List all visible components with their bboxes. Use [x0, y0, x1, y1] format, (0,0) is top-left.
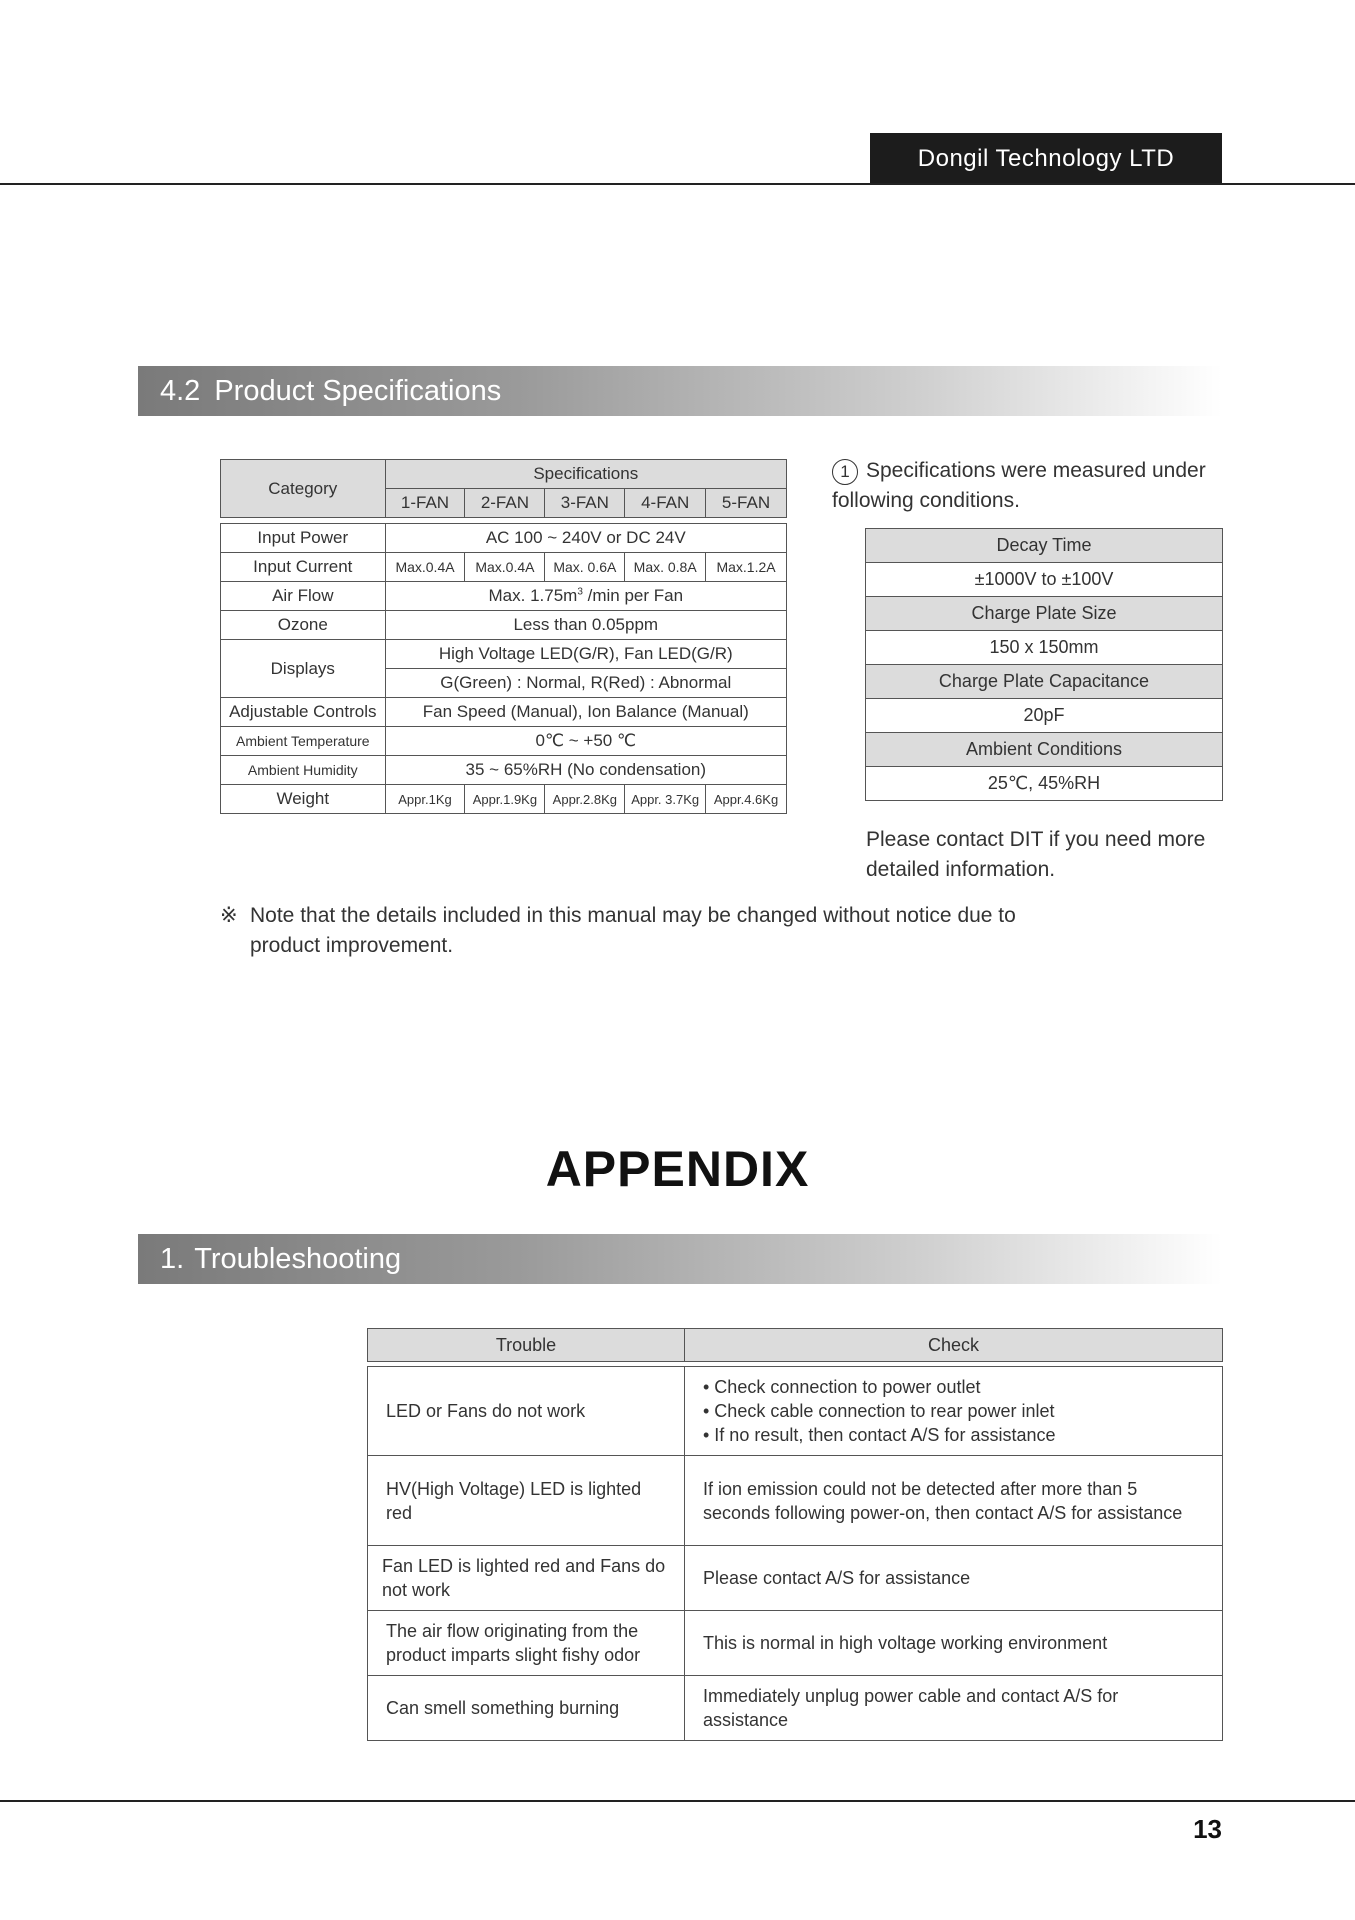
- troubleshooting-table: [367, 1328, 1223, 1741]
- trouble-cell: Can smell something burning: [368, 1676, 685, 1741]
- company-name-box: [870, 133, 1222, 184]
- spec-value: Max. 0.6A: [545, 553, 625, 582]
- check-cell: This is normal in high voltage working environment: [685, 1611, 1223, 1676]
- section-number: 4.2: [160, 374, 201, 407]
- spec-header-specifications: Specifications: [385, 460, 786, 489]
- check-line: • Check cable connection to rear power inlet: [703, 1401, 1055, 1421]
- spec-label: Ozone: [221, 611, 386, 640]
- spec-table: [220, 459, 787, 814]
- section-number: 1.: [160, 1242, 185, 1275]
- spec-row-ambient-temperature: [221, 727, 787, 756]
- spec-value: Less than 0.05ppm: [385, 611, 786, 640]
- spec-value: Appr. 3.7Kg: [625, 785, 706, 814]
- spec-header-fan: 4-FAN: [625, 489, 706, 518]
- spec-header-category: Category: [221, 460, 386, 518]
- check-header: Check: [685, 1329, 1223, 1362]
- trouble-cell: The air flow originating from the product imparts slight fishy odor: [368, 1611, 685, 1676]
- spec-value: 35 ~ 65%RH (No condensation): [385, 756, 786, 785]
- trouble-cell: Fan LED is lighted red and Fans do not work: [368, 1546, 685, 1611]
- table-row: [368, 1546, 1223, 1611]
- spec-row-ambient-humidity: [221, 756, 787, 785]
- change-notice-line1: Note that the details included in this manual may be changed without notice due to: [250, 904, 1016, 927]
- condition-value: 25℃, 45%RH: [866, 767, 1223, 801]
- condition-value: ±1000V to ±100V: [866, 563, 1223, 597]
- condition-label: Charge Plate Capacitance: [866, 665, 1223, 699]
- spec-value: Fan Speed (Manual), Ion Balance (Manual): [385, 698, 786, 727]
- table-row: [368, 1456, 1223, 1546]
- reference-mark: ※: [220, 904, 238, 927]
- check-cell: If ion emission could not be detected after more than 5 seconds following power-on, then contact A/S for assistance: [685, 1456, 1223, 1546]
- spec-value: [385, 582, 786, 611]
- condition-label: Ambient Conditions: [866, 733, 1223, 767]
- circled-number-marker: 1: [832, 459, 858, 485]
- spec-row-input-current: [221, 553, 787, 582]
- change-notice: [220, 901, 1120, 961]
- spec-row-input-power: [221, 524, 787, 553]
- air-flow-suffix: /min per Fan: [582, 586, 684, 605]
- section-bar-troubleshooting: [138, 1234, 1222, 1284]
- spec-label: Adjustable Controls: [221, 698, 386, 727]
- spec-label: Ambient Temperature: [221, 727, 386, 756]
- page-number: 13: [1193, 1814, 1222, 1844]
- spec-row-weight: [221, 785, 787, 814]
- conditions-table: [865, 528, 1223, 801]
- check-line: • If no result, then contact A/S for assistance: [703, 1425, 1056, 1445]
- air-flow-value: Max. 1.75m: [488, 586, 578, 605]
- spec-value: High Voltage LED(G/R), Fan LED(G/R): [385, 640, 786, 669]
- condition-label: Charge Plate Size: [866, 597, 1223, 631]
- company-name: Dongil Technology LTD: [917, 144, 1175, 172]
- condition-value: 150 x 150mm: [866, 631, 1223, 665]
- table-row: [368, 1611, 1223, 1676]
- spec-value: Max.0.4A: [385, 553, 465, 582]
- spec-label: Ambient Humidity: [221, 756, 386, 785]
- spec-value: Appr.1Kg: [385, 785, 465, 814]
- spec-value: Appr.1.9Kg: [465, 785, 545, 814]
- section-bar-product-specifications: [138, 366, 1222, 416]
- check-cell: [685, 1367, 1223, 1456]
- spec-value: Max.0.4A: [465, 553, 545, 582]
- spec-value: G(Green) : Normal, R(Red) : Abnormal: [385, 669, 786, 698]
- change-notice-line2: product improvement.: [250, 934, 454, 957]
- spec-row-adjustable-controls: [221, 698, 787, 727]
- trouble-cell: LED or Fans do not work: [368, 1367, 685, 1456]
- spec-header-fan: 3-FAN: [545, 489, 625, 518]
- section-title: Product Specifications: [214, 374, 502, 407]
- spec-value: AC 100 ~ 240V or DC 24V: [385, 524, 786, 553]
- section-title: Troubleshooting: [194, 1242, 402, 1275]
- spec-header-fan: 1-FAN: [385, 489, 465, 518]
- footer-rule: [0, 1800, 1355, 1802]
- spec-row-ozone: [221, 611, 787, 640]
- conditions-intro-text: Specifications were measured under following conditions.: [832, 459, 1206, 512]
- table-row: [368, 1676, 1223, 1741]
- spec-value: Appr.2.8Kg: [545, 785, 625, 814]
- check-cell: Immediately unplug power cable and contact A/S for assistance: [685, 1676, 1223, 1741]
- spec-label: Input Power: [221, 524, 386, 553]
- air-flow-superscript: 3: [577, 586, 583, 598]
- spec-label: Weight: [221, 785, 386, 814]
- spec-row-displays: [221, 640, 787, 669]
- spec-value: Max. 0.8A: [625, 553, 706, 582]
- table-row: [368, 1367, 1223, 1456]
- condition-label: Decay Time: [866, 529, 1223, 563]
- trouble-header: Trouble: [368, 1329, 685, 1362]
- spec-value: Max.1.2A: [706, 553, 787, 582]
- spec-label: Input Current: [221, 553, 386, 582]
- check-cell: Please contact A/S for assistance: [685, 1546, 1223, 1611]
- spec-value: Appr.4.6Kg: [706, 785, 787, 814]
- check-line: • Check connection to power outlet: [703, 1377, 981, 1397]
- contact-note: Please contact DIT if you need more detailed information.: [866, 828, 1206, 881]
- spec-row-air-flow: [221, 582, 787, 611]
- spec-header-fan: 5-FAN: [706, 489, 787, 518]
- spec-header-fan: 2-FAN: [465, 489, 545, 518]
- spec-label: Displays: [221, 640, 386, 698]
- conditions-intro: [832, 456, 1222, 516]
- spec-value: 0℃ ~ +50 ℃: [385, 727, 786, 756]
- appendix-title: APPENDIX: [545, 1141, 810, 1197]
- header-rule: [0, 183, 1355, 185]
- spec-label: Air Flow: [221, 582, 386, 611]
- condition-value: 20pF: [866, 699, 1223, 733]
- trouble-cell: HV(High Voltage) LED is lighted red: [368, 1456, 685, 1546]
